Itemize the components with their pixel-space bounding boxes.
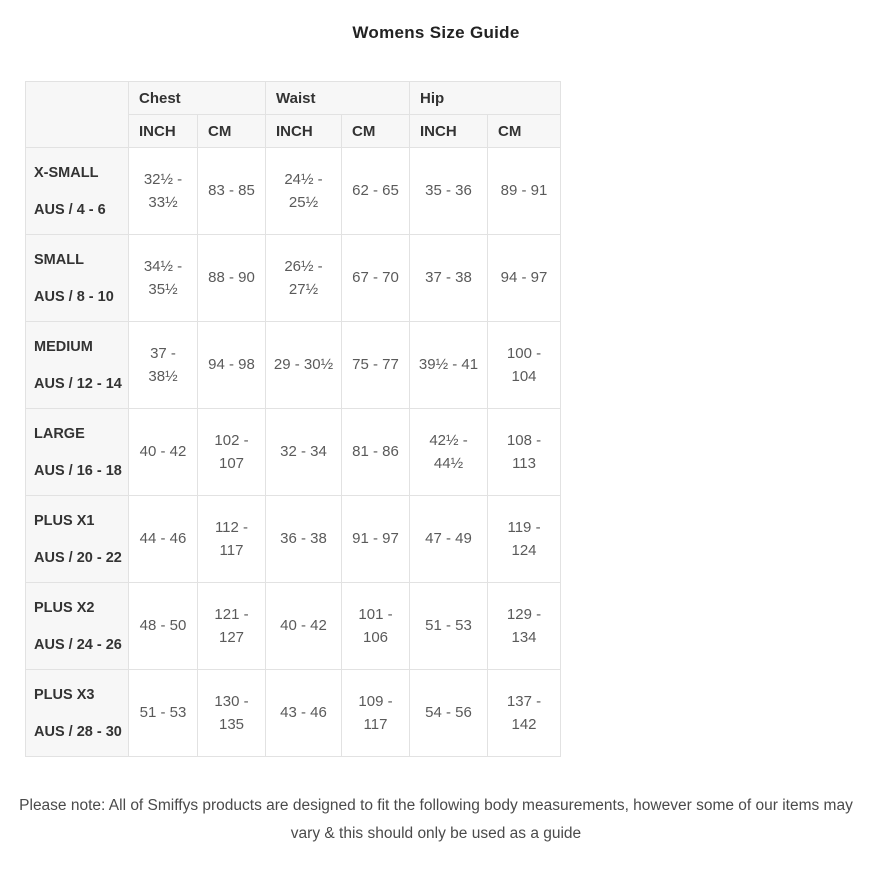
chest-inch-value: 44 - 46	[129, 496, 198, 583]
size-aus: AUS / 12 - 14	[34, 375, 122, 392]
size-cell	[26, 322, 129, 409]
chest-inch-header: INCH	[129, 115, 198, 148]
hip-inch-value: 37 - 38	[410, 235, 488, 322]
size-cell	[26, 583, 129, 670]
waist-inch-value: 29 - 30½	[266, 322, 342, 409]
hip-inch-value: 51 - 53	[410, 583, 488, 670]
hip-inch-value: 35 - 36	[410, 148, 488, 235]
waist-group-header: Waist	[266, 82, 410, 115]
chest-inch-value: 32½ - 33½	[129, 148, 198, 235]
table-body	[26, 148, 561, 757]
hip-cm-value: 94 - 97	[488, 235, 561, 322]
waist-cm-value: 81 - 86	[342, 409, 410, 496]
empty-corner-cell	[26, 82, 129, 148]
waist-cm-value: 62 - 65	[342, 148, 410, 235]
waist-cm-value: 101 - 106	[342, 583, 410, 670]
chest-cm-value: 83 - 85	[198, 148, 266, 235]
chest-group-header: Chest	[129, 82, 266, 115]
size-name: X-SMALL	[34, 164, 99, 181]
chest-inch-value: 48 - 50	[129, 583, 198, 670]
waist-inch-header: INCH	[266, 115, 342, 148]
size-aus: AUS / 24 - 26	[34, 636, 122, 653]
chest-cm-value: 121 - 127	[198, 583, 266, 670]
waist-cm-value: 67 - 70	[342, 235, 410, 322]
disclaimer-note: Please note: All of Smiffys products are designed to fit the following body measurements, however some of our items may vary & this should only be used as a guide	[19, 797, 853, 842]
waist-inch-value: 40 - 42	[266, 583, 342, 670]
hip-inch-value: 54 - 56	[410, 670, 488, 757]
page-title: Womens Size Guide	[352, 23, 520, 42]
size-name: MEDIUM	[34, 338, 93, 355]
size-aus: AUS / 4 - 6	[34, 201, 106, 218]
size-name: SMALL	[34, 251, 84, 268]
waist-inch-value: 32 - 34	[266, 409, 342, 496]
chest-cm-value: 94 - 98	[198, 322, 266, 409]
size-aus: AUS / 20 - 22	[34, 549, 122, 566]
group-header-row	[26, 82, 561, 115]
size-guide-table	[25, 81, 561, 757]
hip-inch-value: 42½ - 44½	[410, 409, 488, 496]
chest-cm-header: CM	[198, 115, 266, 148]
table-row	[26, 148, 561, 235]
table-row	[26, 235, 561, 322]
table-row	[26, 670, 561, 757]
table-header	[26, 82, 561, 148]
hip-inch-value: 39½ - 41	[410, 322, 488, 409]
hip-cm-value: 89 - 91	[488, 148, 561, 235]
hip-group-header: Hip	[410, 82, 561, 115]
size-cell	[26, 409, 129, 496]
size-name: LARGE	[34, 425, 85, 442]
hip-cm-value: 108 - 113	[488, 409, 561, 496]
hip-inch-value: 47 - 49	[410, 496, 488, 583]
hip-cm-value: 137 - 142	[488, 670, 561, 757]
waist-cm-value: 91 - 97	[342, 496, 410, 583]
waist-cm-header: CM	[342, 115, 410, 148]
waist-inch-value: 43 - 46	[266, 670, 342, 757]
chest-inch-value: 34½ - 35½	[129, 235, 198, 322]
waist-inch-value: 26½ - 27½	[266, 235, 342, 322]
hip-cm-value: 119 - 124	[488, 496, 561, 583]
table-row	[26, 322, 561, 409]
size-name: PLUS X3	[34, 686, 95, 703]
table-row	[26, 409, 561, 496]
chest-cm-value: 112 - 117	[198, 496, 266, 583]
waist-cm-value: 109 - 117	[342, 670, 410, 757]
size-name: PLUS X1	[34, 512, 95, 529]
size-aus: AUS / 16 - 18	[34, 462, 122, 479]
size-name: PLUS X2	[34, 599, 95, 616]
chest-cm-value: 102 - 107	[198, 409, 266, 496]
size-cell	[26, 148, 129, 235]
hip-cm-header: CM	[488, 115, 561, 148]
size-cell	[26, 496, 129, 583]
table-row	[26, 583, 561, 670]
hip-inch-header: INCH	[410, 115, 488, 148]
chest-inch-value: 51 - 53	[129, 670, 198, 757]
waist-inch-value: 24½ - 25½	[266, 148, 342, 235]
chest-cm-value: 130 - 135	[198, 670, 266, 757]
table-row	[26, 496, 561, 583]
chest-inch-value: 37 - 38½	[129, 322, 198, 409]
hip-cm-value: 129 - 134	[488, 583, 561, 670]
hip-cm-value: 100 - 104	[488, 322, 561, 409]
chest-cm-value: 88 - 90	[198, 235, 266, 322]
size-aus: AUS / 28 - 30	[34, 723, 122, 740]
size-aus: AUS / 8 - 10	[34, 288, 114, 305]
chest-inch-value: 40 - 42	[129, 409, 198, 496]
waist-cm-value: 75 - 77	[342, 322, 410, 409]
waist-inch-value: 36 - 38	[266, 496, 342, 583]
size-cell	[26, 235, 129, 322]
size-cell	[26, 670, 129, 757]
